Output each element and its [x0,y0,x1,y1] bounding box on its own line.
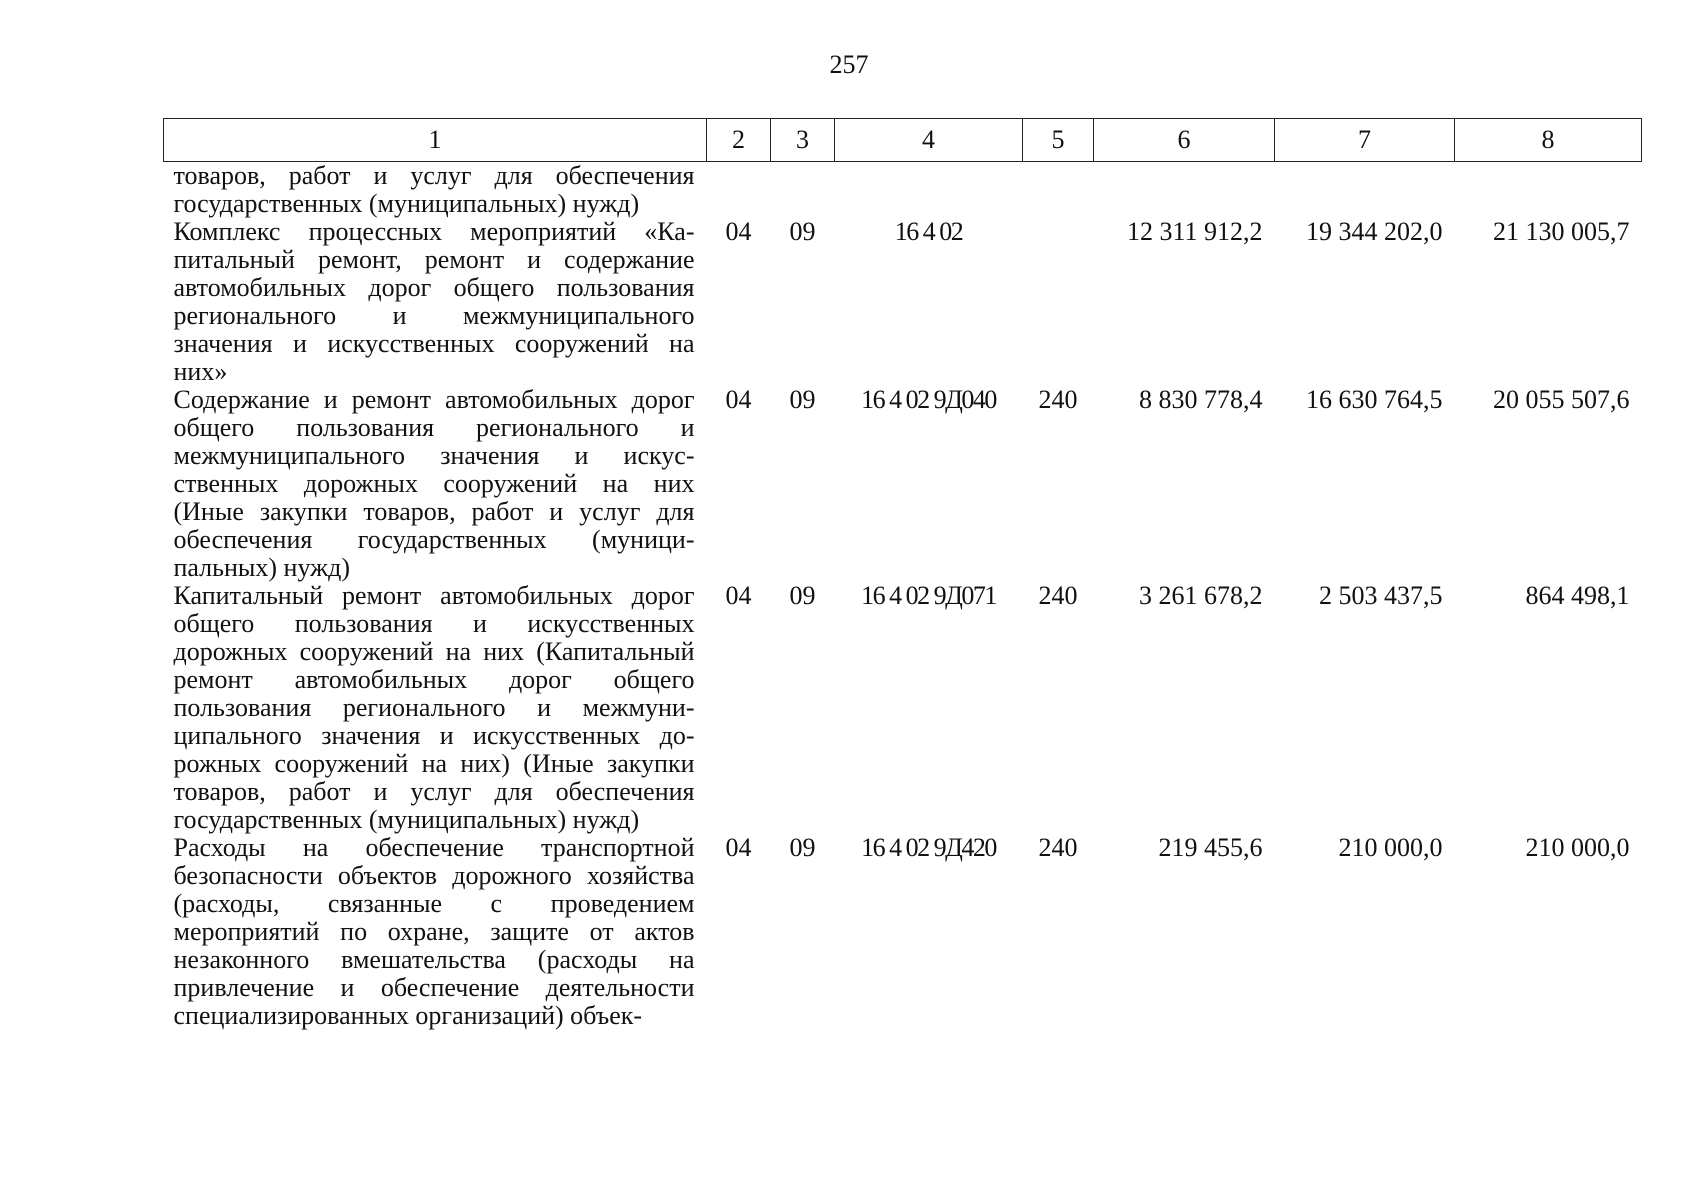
column-header-4: 4 [835,119,1023,162]
table-row [164,218,1642,386]
amount-column-8 [1455,162,1642,219]
amount-column-7: 2 503 437,5 [1319,581,1443,610]
table-header [164,119,1642,162]
amount-column-6: 8 830 778,4 [1139,385,1263,414]
section-code [707,162,771,219]
amount-column-6: 3 261 678,2 [1139,581,1263,610]
expense-type-code: 240 [1038,833,1078,862]
subsection-code [771,162,835,219]
row-description: Капитальный ремонт автомобильных дорог общего пользования и искусственных дорожных сооружений на них (Капитальный ремонт автомобильных дорог общего пользования регионального и межмуниципального значения и искусственных дорожных сооружений на них) (Иные закупки товаров, работ и услуг для обеспечения государственных (муниципальных) нужд) [173,581,695,834]
amount-column-6: 219 455,6 [1158,833,1263,862]
subsection-code: 09 [789,581,816,610]
expense-type-code: 240 [1038,581,1078,610]
amount-column-6: 12 311 912,2 [1126,217,1263,246]
table-row [164,834,1642,1030]
amount-column-7 [1275,162,1455,219]
table-row [164,386,1642,582]
column-header-6: 6 [1094,119,1275,162]
amount-column-7: 210 000,0 [1338,833,1443,862]
subsection-code: 09 [789,217,816,246]
row-description: Содержание и ремонт автомобильных дорог общего пользования регионального и межмуниципального значения и искусственных дорожных сооружений на них (Иные закупки товаров, работ и услуг для обеспечения государственных (муниципальных) нужд) [173,385,695,582]
row-description: товаров, работ и услуг для обеспечения государственных (муниципальных) нужд) [173,161,695,218]
amount-column-8: 864 498,1 [1525,581,1630,610]
target-article-code: 16 4 02 9Д071 [861,581,996,610]
target-article-code: 16 4 02 9Д420 [861,833,996,862]
section-code: 04 [725,581,752,610]
table-body [164,162,1642,1031]
table-row [164,162,1642,219]
budget-table [163,118,1642,1030]
expense-type-code: 240 [1038,385,1078,414]
column-header-8: 8 [1455,119,1642,162]
subsection-code: 09 [789,385,816,414]
amount-column-7: 19 344 202,0 [1306,217,1443,246]
row-description: Расходы на обеспечение транспортной безопасности объектов дорожного хозяйства (расходы, связанные с проведением мероприятий по охране, защите от актов незаконного вмешательства (расходы на привлечение и обеспечение деятельности специализированных организаций) объек- [173,833,695,1030]
column-header-7: 7 [1275,119,1455,162]
target-article-code [835,162,1023,219]
table-row [164,582,1642,834]
amount-column-8: 21 130 005,7 [1493,217,1630,246]
row-description: Комплекс процессных мероприятий «Капитальный ремонт, ремонт и содержание автомобильных дорог общего пользования регионального и межмуниципального значения и искусственных сооружений на них» [173,217,695,386]
target-article-code: 16 4 02 9Д040 [861,385,996,414]
column-header-3: 3 [771,119,835,162]
amount-column-7: 16 630 764,5 [1306,385,1443,414]
section-code: 04 [725,217,752,246]
page-number: 257 [829,50,869,79]
amount-column-8: 210 000,0 [1525,833,1630,862]
expense-type-code [1023,218,1094,386]
column-header-2: 2 [707,119,771,162]
amount-column-6 [1094,162,1275,219]
section-code: 04 [725,385,752,414]
column-header-5: 5 [1023,119,1094,162]
section-code: 04 [725,833,752,862]
header-row [164,119,1642,162]
expense-type-code [1023,162,1094,219]
subsection-code: 09 [789,833,816,862]
target-article-code: 16 4 02 [894,217,963,246]
amount-column-8: 20 055 507,6 [1493,385,1630,414]
column-header-1: 1 [164,119,707,162]
